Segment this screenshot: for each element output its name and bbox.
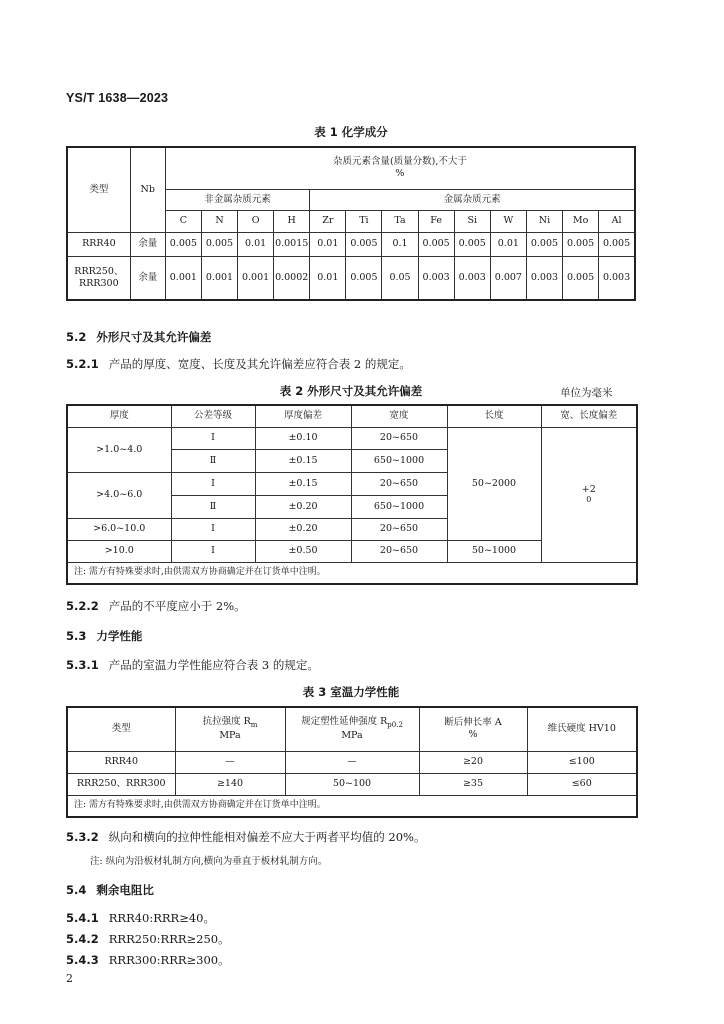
t3-note: 注: 需方有特殊要求时,由供需双方协商确定并在订货单中注明。 bbox=[67, 795, 637, 817]
t2-thickness: >4.0~6.0 bbox=[67, 472, 171, 518]
t1-value: 0.0015 bbox=[274, 232, 310, 256]
t3-header-hardness: 维氏硬度 HV10 bbox=[527, 707, 637, 751]
t3-row bbox=[67, 773, 637, 795]
t1-value: 0.005 bbox=[346, 256, 382, 300]
t2-grade: Ⅰ bbox=[171, 472, 255, 495]
t1-value: 0.001 bbox=[165, 256, 201, 300]
t1-value: 0.005 bbox=[454, 232, 490, 256]
t3-elongation: ≥20 bbox=[419, 751, 527, 773]
t1-element: Si bbox=[454, 210, 490, 232]
t2-header-grade: 公差等级 bbox=[171, 405, 255, 427]
t2-header-width: 宽度 bbox=[351, 405, 447, 427]
t2-deviation: ±0.15 bbox=[255, 449, 351, 472]
t1-value: 0.005 bbox=[526, 232, 562, 256]
t1-value: 0.005 bbox=[599, 232, 635, 256]
t2-note: 注: 需方有特殊要求时,由供需双方协商确定并在订货单中注明。 bbox=[67, 562, 637, 584]
t2-width: 650~1000 bbox=[351, 449, 447, 472]
section-5-3-2: 5.3.2 纵向和横向的拉伸性能相对偏差不应大于两者平均值的 20%。 bbox=[66, 830, 426, 844]
t2-header-thickness: 厚度 bbox=[67, 405, 171, 427]
t3-header-yield: 规定塑性延伸强度 $R_{p0.2}$ MPa bbox=[285, 707, 419, 751]
t1-element: N bbox=[201, 210, 237, 232]
t2-grade: Ⅰ bbox=[171, 540, 255, 562]
t3-header-type: 类型 bbox=[67, 707, 175, 751]
t1-element: Ta bbox=[382, 210, 418, 232]
section-5-4-1: 5.4.1 RRR40:RRR≥40。 bbox=[66, 911, 215, 925]
t2-width: 650~1000 bbox=[351, 495, 447, 518]
t2-grade: Ⅰ bbox=[171, 518, 255, 540]
t1-element: Fe bbox=[418, 210, 454, 232]
t1-value: 0.05 bbox=[382, 256, 418, 300]
t1-value: 0.003 bbox=[454, 256, 490, 300]
t2-deviation: ±0.20 bbox=[255, 518, 351, 540]
section-5-2-2: 5.2.2 产品的不平度应小于 2%。 bbox=[66, 599, 246, 613]
t2-thickness: >6.0~10.0 bbox=[67, 518, 171, 540]
t1-value: 0.005 bbox=[346, 232, 382, 256]
t2-grade: Ⅰ bbox=[171, 427, 255, 449]
standard-code: YS/T 1638—2023 bbox=[66, 91, 169, 105]
t3-type: RRR250、RRR300 bbox=[67, 773, 175, 795]
t1-header-impurity: 杂质元素含量(质量分数),不大于 % bbox=[165, 147, 635, 189]
t2-grade: Ⅱ bbox=[171, 449, 255, 472]
t1-value: 0.003 bbox=[526, 256, 562, 300]
t1-type-cell: RRR40 bbox=[67, 232, 130, 256]
t1-value: 0.01 bbox=[310, 256, 346, 300]
t1-value: 0.003 bbox=[418, 256, 454, 300]
section-5-4-3: 5.4.3 RRR300:RRR≥300。 bbox=[66, 953, 230, 967]
t1-header-type: 类型 bbox=[67, 147, 130, 232]
t2-width: 20~650 bbox=[351, 518, 447, 540]
t1-value: 0.001 bbox=[238, 256, 274, 300]
t1-value: 0.01 bbox=[310, 232, 346, 256]
t3-header-tensile: 抗拉强度 $R_m$ MPa bbox=[175, 707, 285, 751]
t1-element: Ti bbox=[346, 210, 382, 232]
t1-nb-cell: 余量 bbox=[130, 256, 165, 300]
t1-element: O bbox=[238, 210, 274, 232]
section-5-2-1: 5.2.1 产品的厚度、宽度、长度及其允许偏差应符合表 2 的规定。 bbox=[66, 357, 411, 371]
t1-nb-cell: 余量 bbox=[130, 232, 165, 256]
t3-row bbox=[67, 751, 637, 773]
section-5-2-heading: 5.2 外形尺寸及其允许偏差 bbox=[66, 330, 212, 344]
t2-thickness: >1.0~4.0 bbox=[67, 427, 171, 472]
t2-width: 20~650 bbox=[351, 472, 447, 495]
page-number: 2 bbox=[66, 972, 73, 985]
t1-value: 0.003 bbox=[599, 256, 635, 300]
t3-hardness: ≤60 bbox=[527, 773, 637, 795]
t1-value: 0.007 bbox=[490, 256, 526, 300]
t1-row-rrr250-300 bbox=[67, 256, 635, 300]
t3-tensile: ≥140 bbox=[175, 773, 285, 795]
t3-hardness: ≤100 bbox=[527, 751, 637, 773]
t1-element: H bbox=[274, 210, 310, 232]
t2-header-length: 长度 bbox=[447, 405, 541, 427]
t1-element: C bbox=[165, 210, 201, 232]
t1-value: 0.005 bbox=[418, 232, 454, 256]
table3-mechanical-properties bbox=[66, 706, 638, 818]
t1-value: 0.005 bbox=[165, 232, 201, 256]
t1-value: 0.0002 bbox=[274, 256, 310, 300]
t1-element: Mo bbox=[563, 210, 599, 232]
t2-width: 20~650 bbox=[351, 540, 447, 562]
t2-deviation: ±0.10 bbox=[255, 427, 351, 449]
t1-value: 0.1 bbox=[382, 232, 418, 256]
t2-tolerance: +2 0 bbox=[541, 427, 637, 562]
t1-element: Al bbox=[599, 210, 635, 232]
t1-type-cell: RRR250、 RRR300 bbox=[67, 256, 130, 300]
t1-header-nb: Nb bbox=[130, 147, 165, 232]
section-5-4-heading: 5.4 剩余电阻比 bbox=[66, 883, 154, 897]
t2-deviation: ±0.50 bbox=[255, 540, 351, 562]
section-5-3-heading: 5.3 力学性能 bbox=[66, 629, 143, 643]
t1-element: Zr bbox=[310, 210, 346, 232]
section-5-4-2: 5.4.2 RRR250:RRR≥250。 bbox=[66, 932, 230, 946]
section-5-3-1: 5.3.1 产品的室温力学性能应符合表 3 的规定。 bbox=[66, 658, 319, 672]
table3-caption: 表 3 室温力学性能 bbox=[302, 685, 400, 699]
t3-tensile: — bbox=[175, 751, 285, 773]
table2-unit: 单位为毫米 bbox=[560, 387, 613, 399]
t1-value: 0.01 bbox=[490, 232, 526, 256]
t3-yield: — bbox=[285, 751, 419, 773]
t2-deviation: ±0.15 bbox=[255, 472, 351, 495]
t3-type: RRR40 bbox=[67, 751, 175, 773]
t2-thickness: >10.0 bbox=[67, 540, 171, 562]
t3-elongation: ≥35 bbox=[419, 773, 527, 795]
t1-element: Ni bbox=[526, 210, 562, 232]
t2-length-main: 50~2000 bbox=[447, 427, 541, 540]
t1-header-metal: 金属杂质元素 bbox=[310, 189, 635, 210]
t2-header-deviation: 厚度偏差 bbox=[255, 405, 351, 427]
t1-value: 0.001 bbox=[201, 256, 237, 300]
t2-length-last: 50~1000 bbox=[447, 540, 541, 562]
table1-chemical-composition bbox=[66, 146, 636, 301]
t2-width: 20~650 bbox=[351, 427, 447, 449]
t1-value: 0.005 bbox=[201, 232, 237, 256]
t2-deviation: ±0.20 bbox=[255, 495, 351, 518]
table2-dimensions bbox=[66, 404, 638, 585]
t3-yield: 50~100 bbox=[285, 773, 419, 795]
table2-caption: 表 2 外形尺寸及其允许偏差 bbox=[279, 384, 423, 398]
t1-element: W bbox=[490, 210, 526, 232]
t1-value: 0.005 bbox=[563, 256, 599, 300]
t3-header-elongation: 断后伸长率 A % bbox=[419, 707, 527, 751]
t1-row-rrr40 bbox=[67, 232, 635, 256]
t1-header-nonmetal: 非金属杂质元素 bbox=[165, 189, 309, 210]
t2-grade: Ⅱ bbox=[171, 495, 255, 518]
t2-header-tolerance: 宽、长度偏差 bbox=[541, 405, 637, 427]
section-5-3-2-note: 注: 纵向为沿板材轧制方向,横向为垂直于板材轧制方向。 bbox=[90, 856, 328, 867]
t1-value: 0.005 bbox=[563, 232, 599, 256]
t1-value: 0.01 bbox=[238, 232, 274, 256]
table1-caption: 表 1 化学成分 bbox=[314, 125, 388, 139]
